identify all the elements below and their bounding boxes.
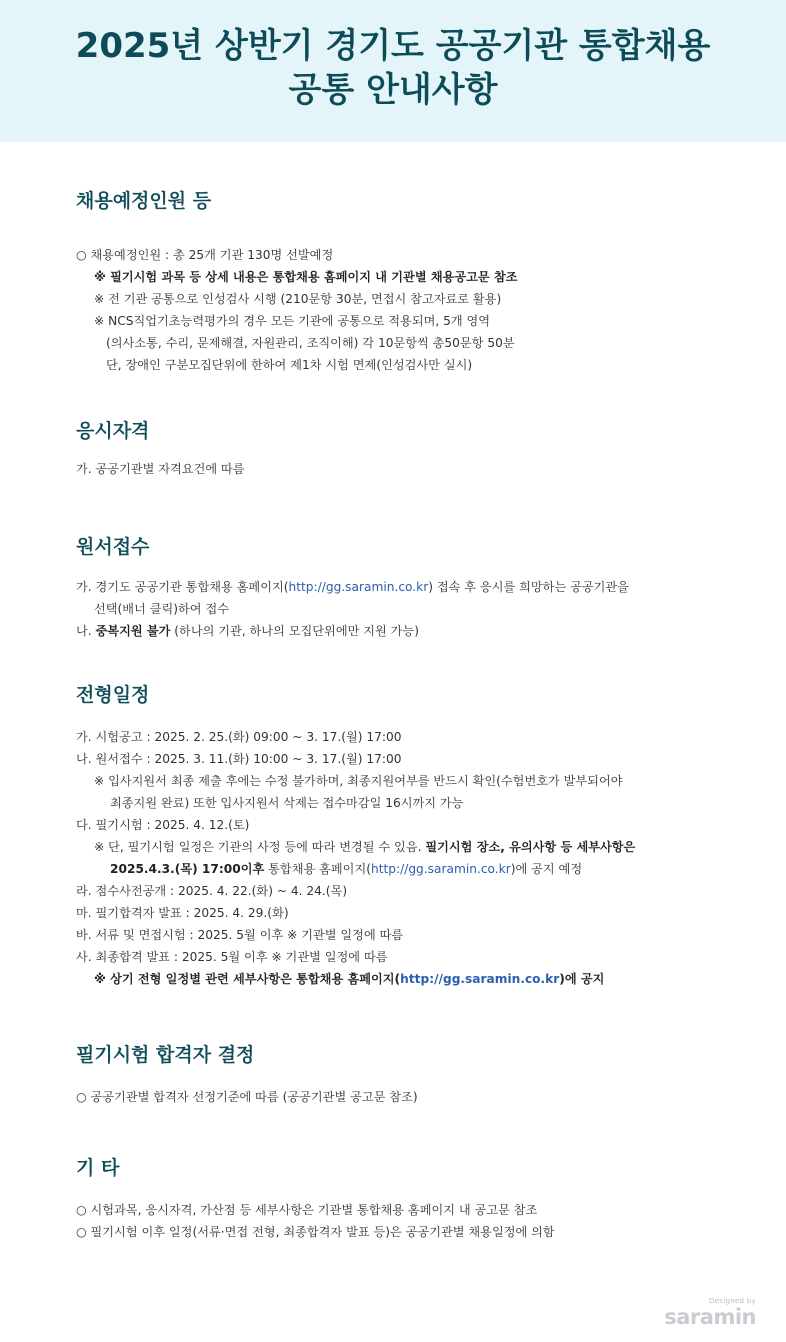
note-item: ※ 필기시험 과목 등 상세 내용은 통합채용 홈페이지 내 기관별 채용공고문 참조: [94, 270, 518, 284]
note-item: ※ NCS직업기초능력평가의 경우 모든 기관에 공통으로 적용되며, 5개 영역: [94, 314, 491, 328]
section-title: 필기시험 합격자 결정: [76, 1044, 255, 1066]
section-written-exam-pass: [76, 1042, 756, 1108]
note-continuation: 단, 장애인 구분모집단위에 한하여 제1차 시험 면제(인성검사만 실시): [106, 358, 473, 372]
list-item: [76, 620, 756, 642]
list-continuation: 선택(배너 클릭)하여 접수: [94, 602, 229, 616]
list-text: (하나의 기관, 하나의 모집단위에만 지원 가능): [170, 624, 419, 638]
section-eligibility: [76, 418, 756, 480]
list-text: 가. 경기도 공공기관 통합채용 홈페이지(: [76, 580, 289, 594]
list-item: ○ 시험과목, 응시자격, 가산점 등 세부사항은 기관별 통합채용 홈페이지 내 공고문 참조: [76, 1203, 538, 1217]
list-text: 나.: [76, 624, 96, 638]
section-recruitment-count: [76, 188, 756, 376]
emphasis-text: 필기시험 장소, 유의사항 등 세부사항은: [425, 840, 636, 854]
section-title: 채용예정인원 등: [76, 190, 212, 212]
emphasis-text: 2025.4.3.(목) 17:00이후: [110, 862, 265, 876]
title-banner: [0, 0, 786, 142]
section-title: 전형일정: [76, 684, 150, 706]
homepage-link[interactable]: http://gg.saramin.co.kr: [400, 972, 560, 986]
list-item: 가. 공공기관별 자격요건에 따름: [76, 462, 245, 476]
list-item: 사. 최종합격 발표 : 2025. 5월 이후 ※ 기관별 일정에 따름: [76, 950, 388, 964]
homepage-link[interactable]: http://gg.saramin.co.kr: [288, 580, 429, 594]
emphasis-text: )에 공지: [559, 972, 605, 986]
list-item: 마. 필기합격자 발표 : 2025. 4. 29.(화): [76, 906, 289, 920]
section-schedule: [76, 682, 756, 990]
list-item: ○ 필기시험 이후 일정(서류·면접 전형, 최종합격자 발표 등)은 공공기관별 채용일정에 의함: [76, 1225, 555, 1239]
list-item: ○ 채용예정인원 : 총 25개 기관 130명 선발예정: [76, 248, 334, 262]
homepage-link[interactable]: http://gg.saramin.co.kr: [370, 862, 511, 876]
note-continuation: (의사소통, 수리, 문제해결, 자원관리, 조직이해) 각 10문항씩 총50문항 50분: [106, 336, 515, 350]
note-text: )에 공지 예정: [510, 862, 583, 876]
note-continuation: [76, 858, 756, 880]
emphasis-text: ※ 상기 전형 일정별 관련 세부사항은 통합채용 홈페이지(: [94, 972, 401, 986]
section-other: [76, 1155, 756, 1243]
saramin-logo: [664, 1297, 756, 1328]
section-application: [76, 534, 756, 642]
list-item: 가. 시험공고 : 2025. 2. 25.(화) 09:00 ~ 3. 17.(월) 17:00: [76, 730, 402, 744]
note-item: ※ 입사지원서 최종 제출 후에는 수정 불가하며, 최종지원여부를 반드시 확인(수험번호가 발부되어야: [94, 774, 623, 788]
list-item: 다. 필기시험 : 2025. 4. 12.(토): [76, 818, 250, 832]
note-text: ※ 단, 필기시험 일정은 기관의 사정 등에 따라 변경될 수 있음.: [94, 840, 426, 854]
note-text: 통합채용 홈페이지(: [264, 862, 371, 876]
section-title: 응시자격: [76, 420, 150, 442]
note-item: [76, 836, 756, 858]
list-item: 나. 원서접수 : 2025. 3. 11.(화) 10:00 ~ 3. 17.(월) 17:00: [76, 752, 402, 766]
list-item: [76, 576, 756, 598]
brand-name: saramin: [664, 1305, 756, 1329]
note-item: [76, 968, 756, 990]
note-item: ※ 전 기관 공통으로 인성검사 시행 (210문항 30분, 면접시 참고자료로 활용): [94, 292, 502, 306]
note-continuation: 최종지원 완료) 또한 입사지원서 삭제는 접수마감일 16시까지 가능: [110, 796, 464, 810]
list-item: 라. 점수사전공개 : 2025. 4. 22.(화) ~ 4. 24.(목): [76, 884, 348, 898]
designed-by-label: Designed by: [708, 1297, 756, 1305]
list-item: ○ 공공기관별 합격자 선정기준에 따름 (공공기관별 공고문 참조): [76, 1090, 418, 1104]
section-title: 원서접수: [76, 536, 150, 558]
page-title-line1: 2025년 상반기 경기도 공공기관 통합채용: [75, 26, 711, 66]
page-title-line2: 공통 안내사항: [288, 70, 498, 110]
section-title: 기 타: [76, 1157, 120, 1179]
emphasis-text: 중복지원 불가: [95, 624, 171, 638]
list-item: 바. 서류 및 면접시험 : 2025. 5월 이후 ※ 기관별 일정에 따름: [76, 928, 404, 942]
list-text: ) 접속 후 응시를 희망하는 공공기관을: [428, 580, 629, 594]
